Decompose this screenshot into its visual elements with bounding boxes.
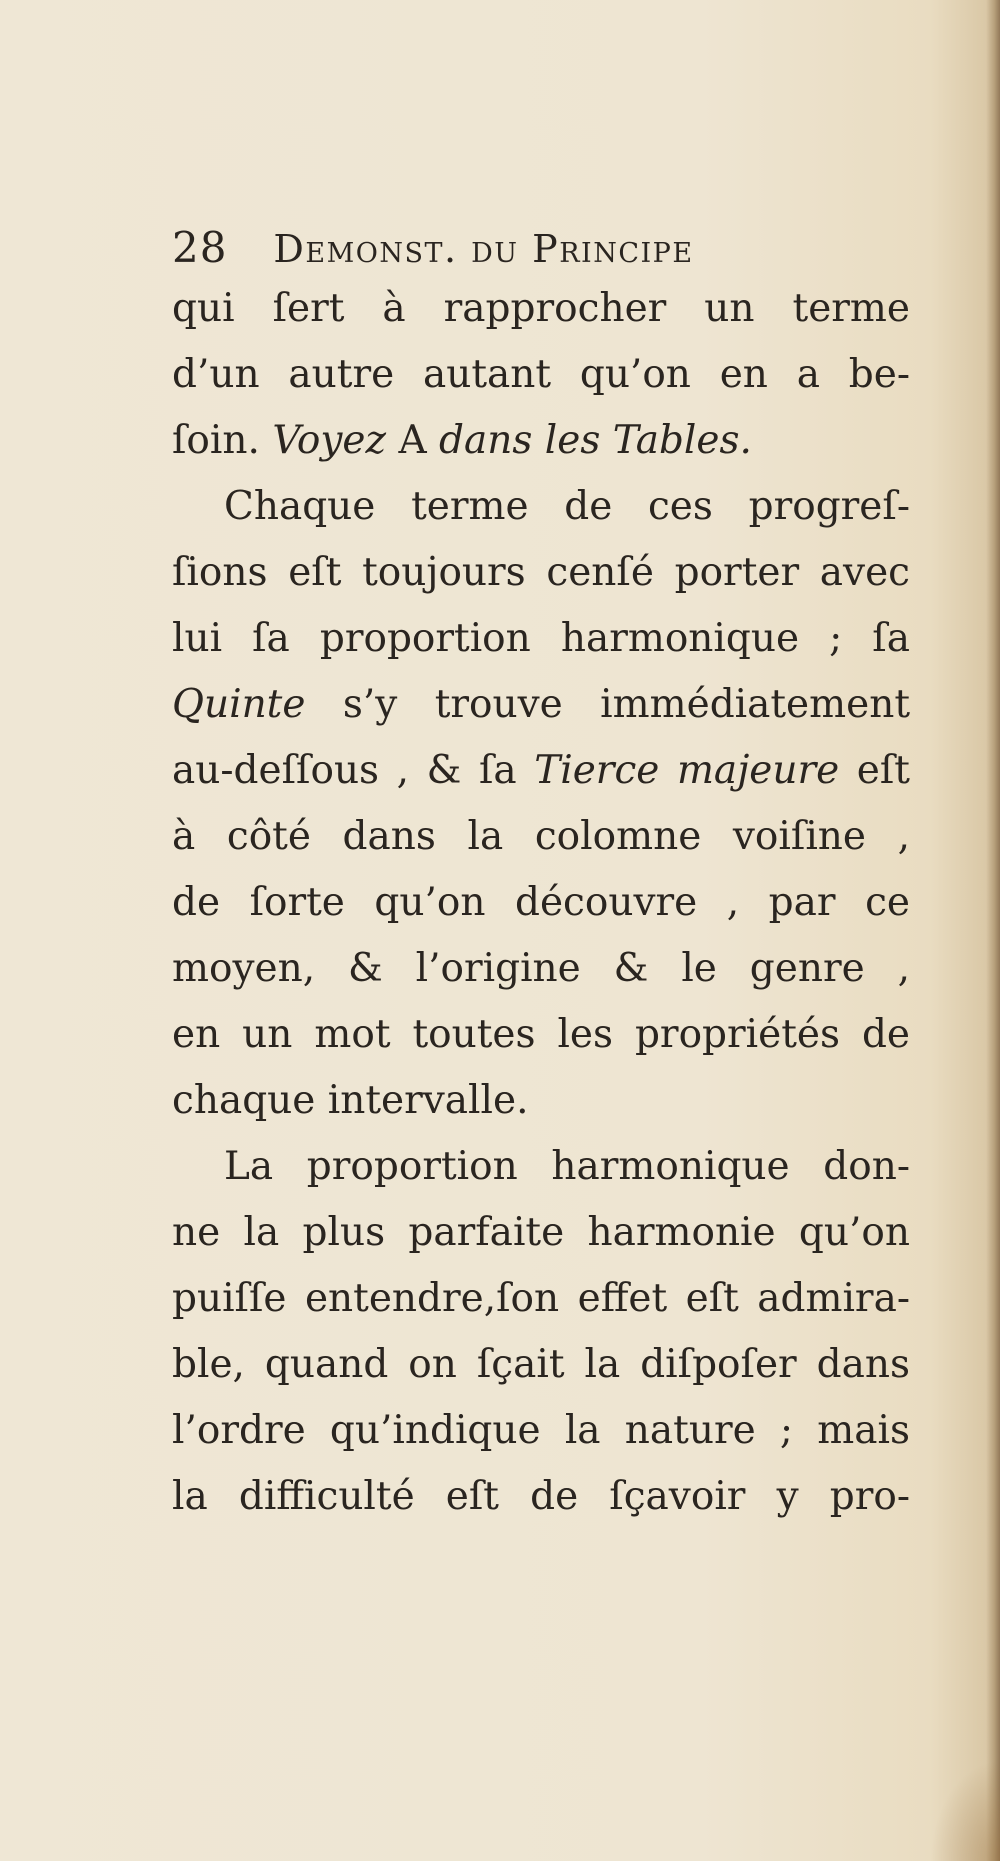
text-line: en un mot toutes les propriétés de xyxy=(172,1012,910,1057)
text-line xyxy=(172,738,910,804)
text-segment-italic: Quinte xyxy=(172,682,306,727)
text-line: à côté dans la colomne voiſine , xyxy=(172,814,910,859)
text-block xyxy=(172,220,910,1530)
text-segment-italic: dans les Tables. xyxy=(439,418,752,463)
text-line: d’un autre autant qu’on en a be- xyxy=(172,352,910,397)
text-line: qui ſert à rapprocher un terme xyxy=(172,286,910,331)
text-line: ſions eſt toujours cenſé porter avec xyxy=(172,550,910,595)
text-line: la difficulté eſt de ſçavoir y pro- xyxy=(172,1474,910,1519)
running-head xyxy=(172,220,910,276)
text-line: de ſorte qu’on découvre , par ce xyxy=(172,880,910,925)
text-line: l’ordre qu’indique la nature ; mais xyxy=(172,1408,910,1453)
text-line: moyen, & l’origine & le genre , xyxy=(172,946,910,991)
text-segment: A xyxy=(386,418,440,463)
text-segment: ſoin. xyxy=(172,418,273,463)
text-line: lui ſa proportion harmonique ; ſa xyxy=(172,616,910,661)
text-segment: au-deſſous , & ſa xyxy=(172,748,535,793)
page-number: 28 xyxy=(172,223,228,272)
text-segment: s’y trouve immédiatement xyxy=(305,682,910,727)
text-line xyxy=(172,408,910,474)
page-stain xyxy=(930,1760,1000,1861)
text-segment: eſt xyxy=(839,748,910,793)
text-line: puiſſe entendre,ſon effet eſt admira- xyxy=(172,1276,910,1321)
paragraph-first-line: Chaque terme de ces progreſ- xyxy=(224,484,910,529)
page-fore-edge xyxy=(986,0,1000,1861)
text-line: ble, quand on ſçait la diſpoſer dans xyxy=(172,1342,910,1387)
paragraph-first-line: La proportion harmonique don- xyxy=(224,1144,910,1189)
running-head-title: Demonst. du Principe xyxy=(273,227,694,271)
text-line: ne la plus parfaite harmonie qu’on xyxy=(172,1210,910,1255)
text-line xyxy=(172,672,910,738)
text-segment-italic: Voyez xyxy=(272,418,387,463)
text-segment-italic: Tierce majeure xyxy=(534,748,840,793)
paragraph-last-line: chaque intervalle. xyxy=(172,1078,529,1123)
